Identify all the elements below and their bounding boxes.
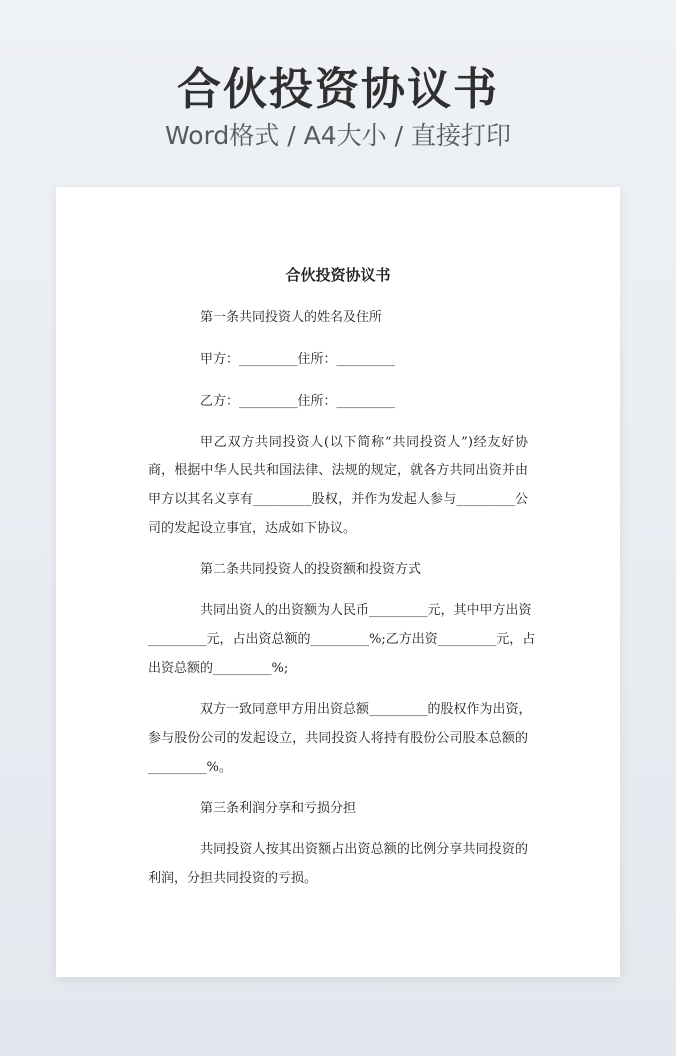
party-b-line: 乙方：_________住所：_________ xyxy=(200,394,396,409)
article-1-heading: 第一条共同投资人的姓名及住所 xyxy=(200,310,383,325)
paragraph-line: 双方一致同意甲方用出资总额_________的股权作为出资， xyxy=(200,702,532,717)
document-page xyxy=(56,187,620,977)
paragraph-line: 参与股份公司的发起设立，共同投资人将持有股份公司股本总额的 xyxy=(148,731,528,746)
paragraph-line: 司的发起设立事宜，达成如下协议。 xyxy=(148,521,357,536)
paragraph-line: 共同投资人按其出资额占出资总额的比例分享共同投资的 xyxy=(200,842,528,857)
party-a-line: 甲方：_________住所：_________ xyxy=(200,352,396,367)
banner-subtitle: Word格式 / A4大小 / 直接打印 xyxy=(165,121,511,150)
paragraph-line: _________元，占出资总额的_________%;乙方出资_________元，占 xyxy=(148,632,536,647)
document-title: 合伙投资协议书 xyxy=(285,266,391,284)
paragraph-line: 甲方以其名义享有_________股权，并作为发起人参与_________公 xyxy=(148,492,528,507)
paragraph-line: 共同出资人的出资额为人民币_________元，其中甲方出资 xyxy=(200,603,532,618)
paragraph-line: 商，根据中华人民共和国法律、法规的规定，就各方共同出资并由 xyxy=(148,463,528,478)
paragraph-line: 利润，分担共同投资的亏损。 xyxy=(148,871,318,886)
paragraph-line: _________%。 xyxy=(148,760,232,775)
article-2-heading: 第二条共同投资人的投资额和投资方式 xyxy=(200,562,422,577)
paragraph-line: 出资总额的_________%; xyxy=(148,661,289,676)
article-3-heading: 第三条利润分享和亏损分担 xyxy=(200,801,357,816)
banner-title: 合伙投资协议书 xyxy=(177,64,499,115)
paragraph-line: 甲乙双方共同投资人(以下简称“共同投资人”)经友好协 xyxy=(200,435,528,450)
